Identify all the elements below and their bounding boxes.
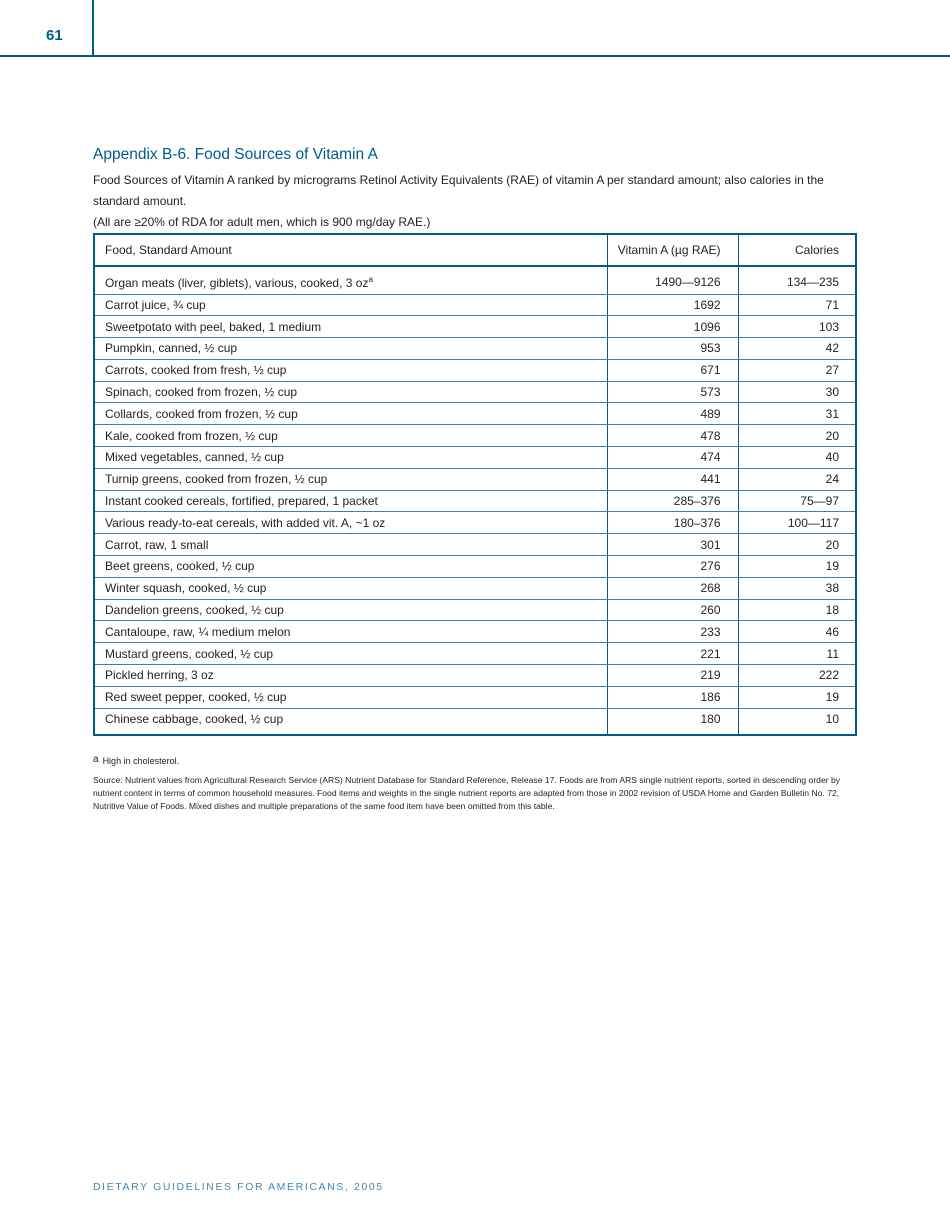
cell-food bbox=[94, 468, 607, 490]
cell-calories: 19 bbox=[738, 686, 856, 708]
food-label: Instant cooked cereals, fortified, prepared, 1 packet bbox=[105, 494, 378, 509]
table-row bbox=[94, 468, 856, 490]
source-note: Source: Nutrient values from Agricultural Research Service (ARS) Nutrient Database for Standard Reference, Release 17. Foods are from ARS single nutrient reports, sorted in descending order by nutrient content in terms of common household measures. Food items and weights in the single nutrient reports are adapted from those in 2002 revision of USDA Home and Garden Bulletin No. 72, Nutritive Value of Foods. Mixed dishes and multiple preparations of the same food item have been omitted from this table. bbox=[93, 775, 841, 811]
cell-calories: 100—117 bbox=[738, 512, 856, 534]
cell-calories: 40 bbox=[738, 447, 856, 469]
cell-calories: 38 bbox=[738, 577, 856, 599]
table-row bbox=[94, 556, 856, 578]
table-row bbox=[94, 338, 856, 360]
cell-vitamin: 219 bbox=[607, 665, 738, 687]
header-vitamin: Vitamin A (µg RAE) bbox=[607, 234, 738, 266]
cell-calories: 11 bbox=[738, 643, 856, 665]
cell-calories: 103 bbox=[738, 316, 856, 338]
food-label: Winter squash, cooked, ½ cup bbox=[105, 581, 267, 596]
cell-food bbox=[94, 577, 607, 599]
cell-food bbox=[94, 403, 607, 425]
cell-food bbox=[94, 599, 607, 621]
cell-calories: 30 bbox=[738, 381, 856, 403]
food-label: Carrots, cooked from fresh, ½ cup bbox=[105, 363, 287, 378]
table-row bbox=[94, 577, 856, 599]
footnote-text: High in cholesterol. bbox=[102, 756, 180, 766]
table-row bbox=[94, 599, 856, 621]
cell-food bbox=[94, 294, 607, 316]
table-row bbox=[94, 621, 856, 643]
cell-calories: 10 bbox=[738, 708, 856, 735]
table-row bbox=[94, 294, 856, 316]
cell-food bbox=[94, 316, 607, 338]
appendix-title: Appendix B-6. Food Sources of Vitamin A bbox=[93, 146, 378, 163]
table-body bbox=[94, 266, 856, 735]
cell-calories: 24 bbox=[738, 468, 856, 490]
food-label: Various ready-to-eat cereals, with added vit. A, ~1 oz bbox=[105, 515, 386, 530]
food-label: Collards, cooked from frozen, ½ cup bbox=[105, 406, 298, 421]
cell-food bbox=[94, 425, 607, 447]
cell-calories: 20 bbox=[738, 534, 856, 556]
table-header-row bbox=[94, 234, 856, 266]
cell-food bbox=[94, 512, 607, 534]
cell-calories: 42 bbox=[738, 338, 856, 360]
food-label: Turnip greens, cooked from frozen, ½ cup bbox=[105, 472, 328, 487]
cell-vitamin: 180–376 bbox=[607, 512, 738, 534]
table-row bbox=[94, 381, 856, 403]
cell-food bbox=[94, 665, 607, 687]
cell-calories: 19 bbox=[738, 556, 856, 578]
appendix-intro bbox=[93, 170, 873, 233]
table-row bbox=[94, 316, 856, 338]
cell-vitamin: 441 bbox=[607, 468, 738, 490]
cell-vitamin: 221 bbox=[607, 643, 738, 665]
food-label: Spinach, cooked from frozen, ½ cup bbox=[105, 385, 298, 400]
page-number: 61 bbox=[46, 27, 63, 44]
food-label: Cantaloupe, raw, ¼ medium melon bbox=[105, 624, 291, 639]
cell-food bbox=[94, 686, 607, 708]
header-calories: Calories bbox=[738, 234, 856, 266]
food-label: Red sweet pepper, cooked, ½ cup bbox=[105, 690, 287, 705]
table-row bbox=[94, 643, 856, 665]
cell-food bbox=[94, 643, 607, 665]
food-label: Carrot, raw, 1 small bbox=[105, 537, 209, 552]
cell-vitamin: 268 bbox=[607, 577, 738, 599]
cell-vitamin: 180 bbox=[607, 708, 738, 735]
food-label: Dandelion greens, cooked, ½ cup bbox=[105, 603, 284, 618]
table-row bbox=[94, 534, 856, 556]
cell-vitamin: 276 bbox=[607, 556, 738, 578]
cell-calories: 134—235 bbox=[738, 266, 856, 294]
cell-calories: 27 bbox=[738, 359, 856, 381]
cell-vitamin: 1490—9126 bbox=[607, 266, 738, 294]
food-label: Chinese cabbage, cooked, ½ cup bbox=[105, 711, 284, 726]
cell-food bbox=[94, 338, 607, 360]
footnote-cholesterol bbox=[93, 754, 179, 766]
table-row bbox=[94, 266, 856, 294]
cell-vitamin: 671 bbox=[607, 359, 738, 381]
table-row bbox=[94, 359, 856, 381]
table-row bbox=[94, 686, 856, 708]
food-label: Carrot juice, ¾ cup bbox=[105, 297, 206, 312]
food-label: Mixed vegetables, canned, ½ cup bbox=[105, 450, 284, 465]
cell-vitamin: 953 bbox=[607, 338, 738, 360]
table-row bbox=[94, 708, 856, 735]
cell-calories: 31 bbox=[738, 403, 856, 425]
cell-food bbox=[94, 708, 607, 735]
food-label: Pumpkin, canned, ½ cup bbox=[105, 341, 238, 356]
intro-line-1: Food Sources of Vitamin A ranked by micrograms Retinol Activity Equivalents (RAE) of vitamin A per standard amount; also calories in the standard amount. bbox=[93, 173, 824, 208]
cell-calories: 46 bbox=[738, 621, 856, 643]
cell-calories: 20 bbox=[738, 425, 856, 447]
cell-food bbox=[94, 266, 607, 294]
cell-calories: 75—97 bbox=[738, 490, 856, 512]
food-label: Beet greens, cooked, ½ cup bbox=[105, 559, 255, 574]
cell-vitamin: 1096 bbox=[607, 316, 738, 338]
table-row bbox=[94, 447, 856, 469]
cell-vitamin: 489 bbox=[607, 403, 738, 425]
cell-food bbox=[94, 447, 607, 469]
cell-vitamin: 260 bbox=[607, 599, 738, 621]
cell-food bbox=[94, 534, 607, 556]
table-row bbox=[94, 490, 856, 512]
cell-calories: 222 bbox=[738, 665, 856, 687]
footnote-marker: a bbox=[93, 754, 99, 765]
header-rule-vertical bbox=[92, 0, 94, 56]
intro-line-2: (All are ≥20% of RDA for adult men, which is 900 mg/day RAE.) bbox=[93, 215, 431, 229]
table-row bbox=[94, 665, 856, 687]
cell-vitamin: 285–376 bbox=[607, 490, 738, 512]
food-label: Mustard greens, cooked, ½ cup bbox=[105, 646, 274, 661]
table-row bbox=[94, 512, 856, 534]
header-food: Food, Standard Amount bbox=[94, 234, 607, 266]
header-rule-horizontal bbox=[0, 55, 950, 57]
food-label: Organ meats (liver, giblets), various, cooked, 3 oz bbox=[105, 275, 369, 290]
cell-food bbox=[94, 621, 607, 643]
table-row bbox=[94, 425, 856, 447]
table-row bbox=[94, 403, 856, 425]
cell-vitamin: 573 bbox=[607, 381, 738, 403]
footnote-ref: a bbox=[368, 274, 373, 284]
food-label: Pickled herring, 3 oz bbox=[105, 668, 214, 683]
cell-food bbox=[94, 556, 607, 578]
running-footer: DIETARY GUIDELINES FOR AMERICANS, 2005 bbox=[93, 1181, 384, 1193]
cell-vitamin: 186 bbox=[607, 686, 738, 708]
cell-vitamin: 1692 bbox=[607, 294, 738, 316]
food-label: Kale, cooked from frozen, ½ cup bbox=[105, 428, 278, 443]
cell-calories: 71 bbox=[738, 294, 856, 316]
cell-food bbox=[94, 490, 607, 512]
cell-food bbox=[94, 359, 607, 381]
cell-calories: 18 bbox=[738, 599, 856, 621]
cell-vitamin: 301 bbox=[607, 534, 738, 556]
cell-vitamin: 478 bbox=[607, 425, 738, 447]
cell-vitamin: 474 bbox=[607, 447, 738, 469]
cell-food bbox=[94, 381, 607, 403]
vitamin-a-table bbox=[93, 233, 857, 736]
cell-vitamin: 233 bbox=[607, 621, 738, 643]
food-label: Sweetpotato with peel, baked, 1 medium bbox=[105, 319, 322, 334]
